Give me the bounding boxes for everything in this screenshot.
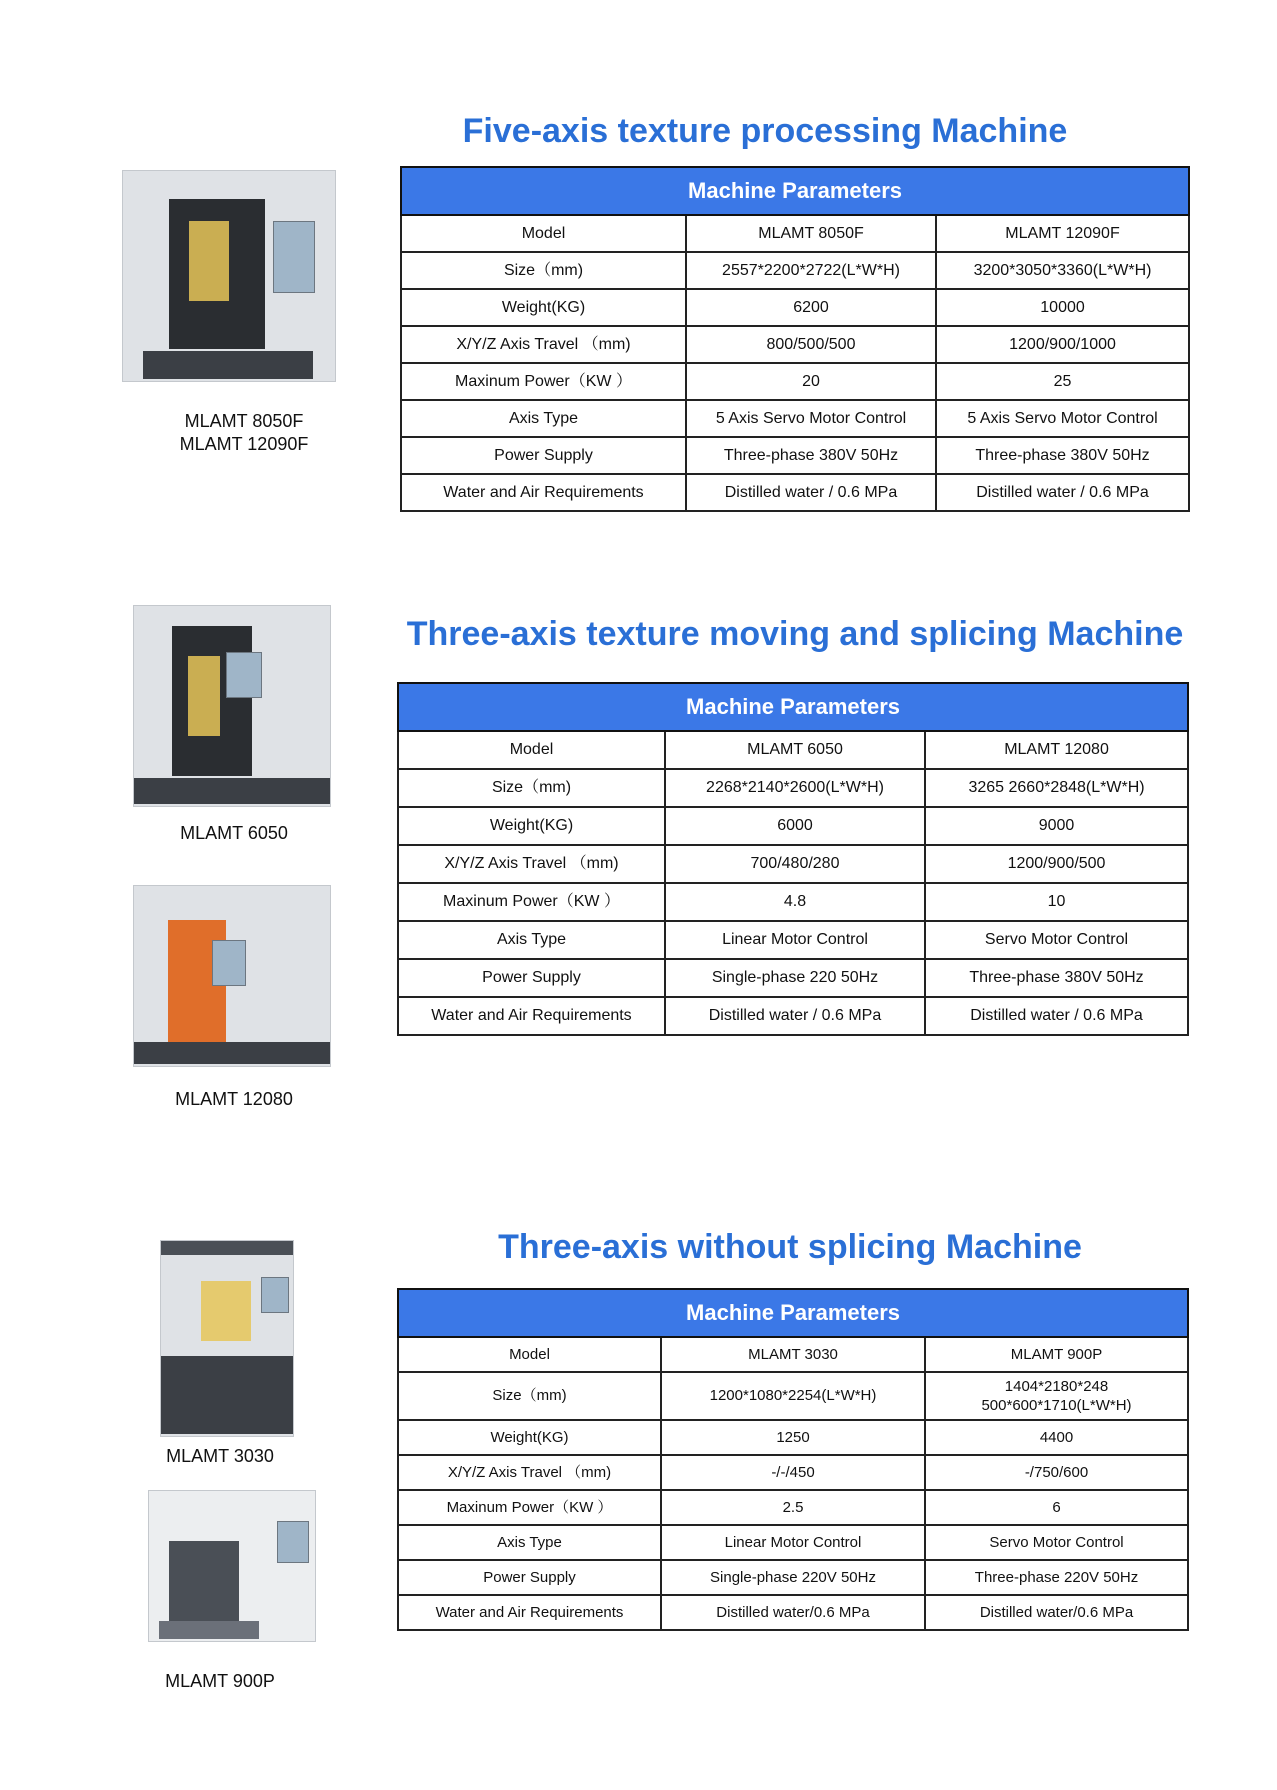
cell: 2.5	[661, 1490, 925, 1525]
cell: Linear Motor Control	[661, 1525, 925, 1560]
cell: 6000	[665, 807, 925, 845]
caption-12080: MLAMT 12080	[175, 1089, 293, 1109]
row-label: Maxinum Power（KW ）	[398, 1490, 661, 1525]
params-table-3	[397, 1288, 1189, 1631]
cell: Three-phase 220V 50Hz	[925, 1560, 1188, 1595]
cell: MLAMT 8050F	[686, 215, 936, 252]
machine-900p-image	[148, 1490, 316, 1642]
cell: Single-phase 220V 50Hz	[661, 1560, 925, 1595]
cell: 5 Axis Servo Motor Control	[936, 400, 1189, 437]
cell: Distilled water / 0.6 MPa	[686, 474, 936, 511]
caption-6050: MLAMT 6050	[180, 823, 288, 843]
cell: Servo Motor Control	[925, 1525, 1188, 1560]
row-label: Power Supply	[398, 1560, 661, 1595]
cell: 1404*2180*248 500*600*1710(L*W*H)	[925, 1372, 1188, 1420]
cell: 1200/900/1000	[936, 326, 1189, 363]
cell: MLAMT 12080	[925, 731, 1188, 769]
machine-3030-image	[160, 1240, 294, 1437]
cell: MLAMT 900P	[925, 1337, 1188, 1372]
cell: Distilled water / 0.6 MPa	[936, 474, 1189, 511]
cell: Servo Motor Control	[925, 921, 1188, 959]
row-label: Maxinum Power（KW ）	[401, 363, 686, 400]
cell: Linear Motor Control	[665, 921, 925, 959]
row-label: Water and Air Requirements	[398, 1595, 661, 1630]
cell: Distilled water/0.6 MPa	[925, 1595, 1188, 1630]
cell: Distilled water / 0.6 MPa	[925, 997, 1188, 1035]
machine-6050-image	[133, 605, 331, 807]
row-label: Weight(KG)	[401, 289, 686, 326]
section-3-title: Three-axis without splicing Machine	[498, 1228, 1082, 1266]
cell: 1200*1080*2254(L*W*H)	[661, 1372, 925, 1420]
row-label: Power Supply	[401, 437, 686, 474]
table-header: Machine Parameters	[398, 1289, 1188, 1337]
cell: Distilled water / 0.6 MPa	[665, 997, 925, 1035]
section-2-title: Three-axis texture moving and splicing Machine	[406, 615, 1184, 653]
cell: 1250	[661, 1420, 925, 1455]
cell: Three-phase 380V 50Hz	[936, 437, 1189, 474]
cell: 6200	[686, 289, 936, 326]
cell: 25	[936, 363, 1189, 400]
row-label: Axis Type	[398, 921, 665, 959]
row-label: Size（mm)	[398, 1372, 661, 1420]
cell: 800/500/500	[686, 326, 936, 363]
row-label: X/Y/Z Axis Travel （mm)	[401, 326, 686, 363]
row-label: Model	[398, 1337, 661, 1372]
section-1-title: Five-axis texture processing Machine	[462, 112, 1068, 150]
row-label: Model	[401, 215, 686, 252]
row-label: X/Y/Z Axis Travel （mm)	[398, 1455, 661, 1490]
cell: Distilled water/0.6 MPa	[661, 1595, 925, 1630]
cell: MLAMT 12090F	[936, 215, 1189, 252]
cell: Single-phase 220 50Hz	[665, 959, 925, 997]
cell: Three-phase 380V 50Hz	[686, 437, 936, 474]
machine-12080-image	[133, 885, 331, 1067]
row-label: Maxinum Power（KW ）	[398, 883, 665, 921]
cell: 20	[686, 363, 936, 400]
cell: -/-/450	[661, 1455, 925, 1490]
caption-3030: MLAMT 3030	[166, 1446, 274, 1466]
row-label: Size（mm)	[398, 769, 665, 807]
caption-900p: MLAMT 900P	[165, 1671, 275, 1691]
row-label: Water and Air Requirements	[401, 474, 686, 511]
row-label: Power Supply	[398, 959, 665, 997]
row-label: Size（mm)	[401, 252, 686, 289]
row-label: X/Y/Z Axis Travel （mm)	[398, 845, 665, 883]
cell: 2268*2140*2600(L*W*H)	[665, 769, 925, 807]
row-label: Weight(KG)	[398, 807, 665, 845]
cell: Three-phase 380V 50Hz	[925, 959, 1188, 997]
row-label: Weight(KG)	[398, 1420, 661, 1455]
cell: 1200/900/500	[925, 845, 1188, 883]
cell: MLAMT 3030	[661, 1337, 925, 1372]
cell: 700/480/280	[665, 845, 925, 883]
row-label: Model	[398, 731, 665, 769]
cell: 3200*3050*3360(L*W*H)	[936, 252, 1189, 289]
params-table-1	[400, 166, 1190, 512]
row-label: Axis Type	[401, 400, 686, 437]
cell: 6	[925, 1490, 1188, 1525]
cell: 4.8	[665, 883, 925, 921]
cell: MLAMT 6050	[665, 731, 925, 769]
table-header: Machine Parameters	[398, 683, 1188, 731]
cell: -/750/600	[925, 1455, 1188, 1490]
cell: 9000	[925, 807, 1188, 845]
table-header: Machine Parameters	[401, 167, 1189, 215]
cell: 10	[925, 883, 1188, 921]
params-table-2	[397, 682, 1189, 1036]
caption-8050f-12090f: MLAMT 8050F MLAMT 12090F	[179, 411, 309, 454]
cell: 4400	[925, 1420, 1188, 1455]
cell: 10000	[936, 289, 1189, 326]
row-label: Axis Type	[398, 1525, 661, 1560]
cell: 5 Axis Servo Motor Control	[686, 400, 936, 437]
row-label: Water and Air Requirements	[398, 997, 665, 1035]
cell: 3265 2660*2848(L*W*H)	[925, 769, 1188, 807]
cell: 2557*2200*2722(L*W*H)	[686, 252, 936, 289]
machine-8050f-image	[122, 170, 336, 382]
